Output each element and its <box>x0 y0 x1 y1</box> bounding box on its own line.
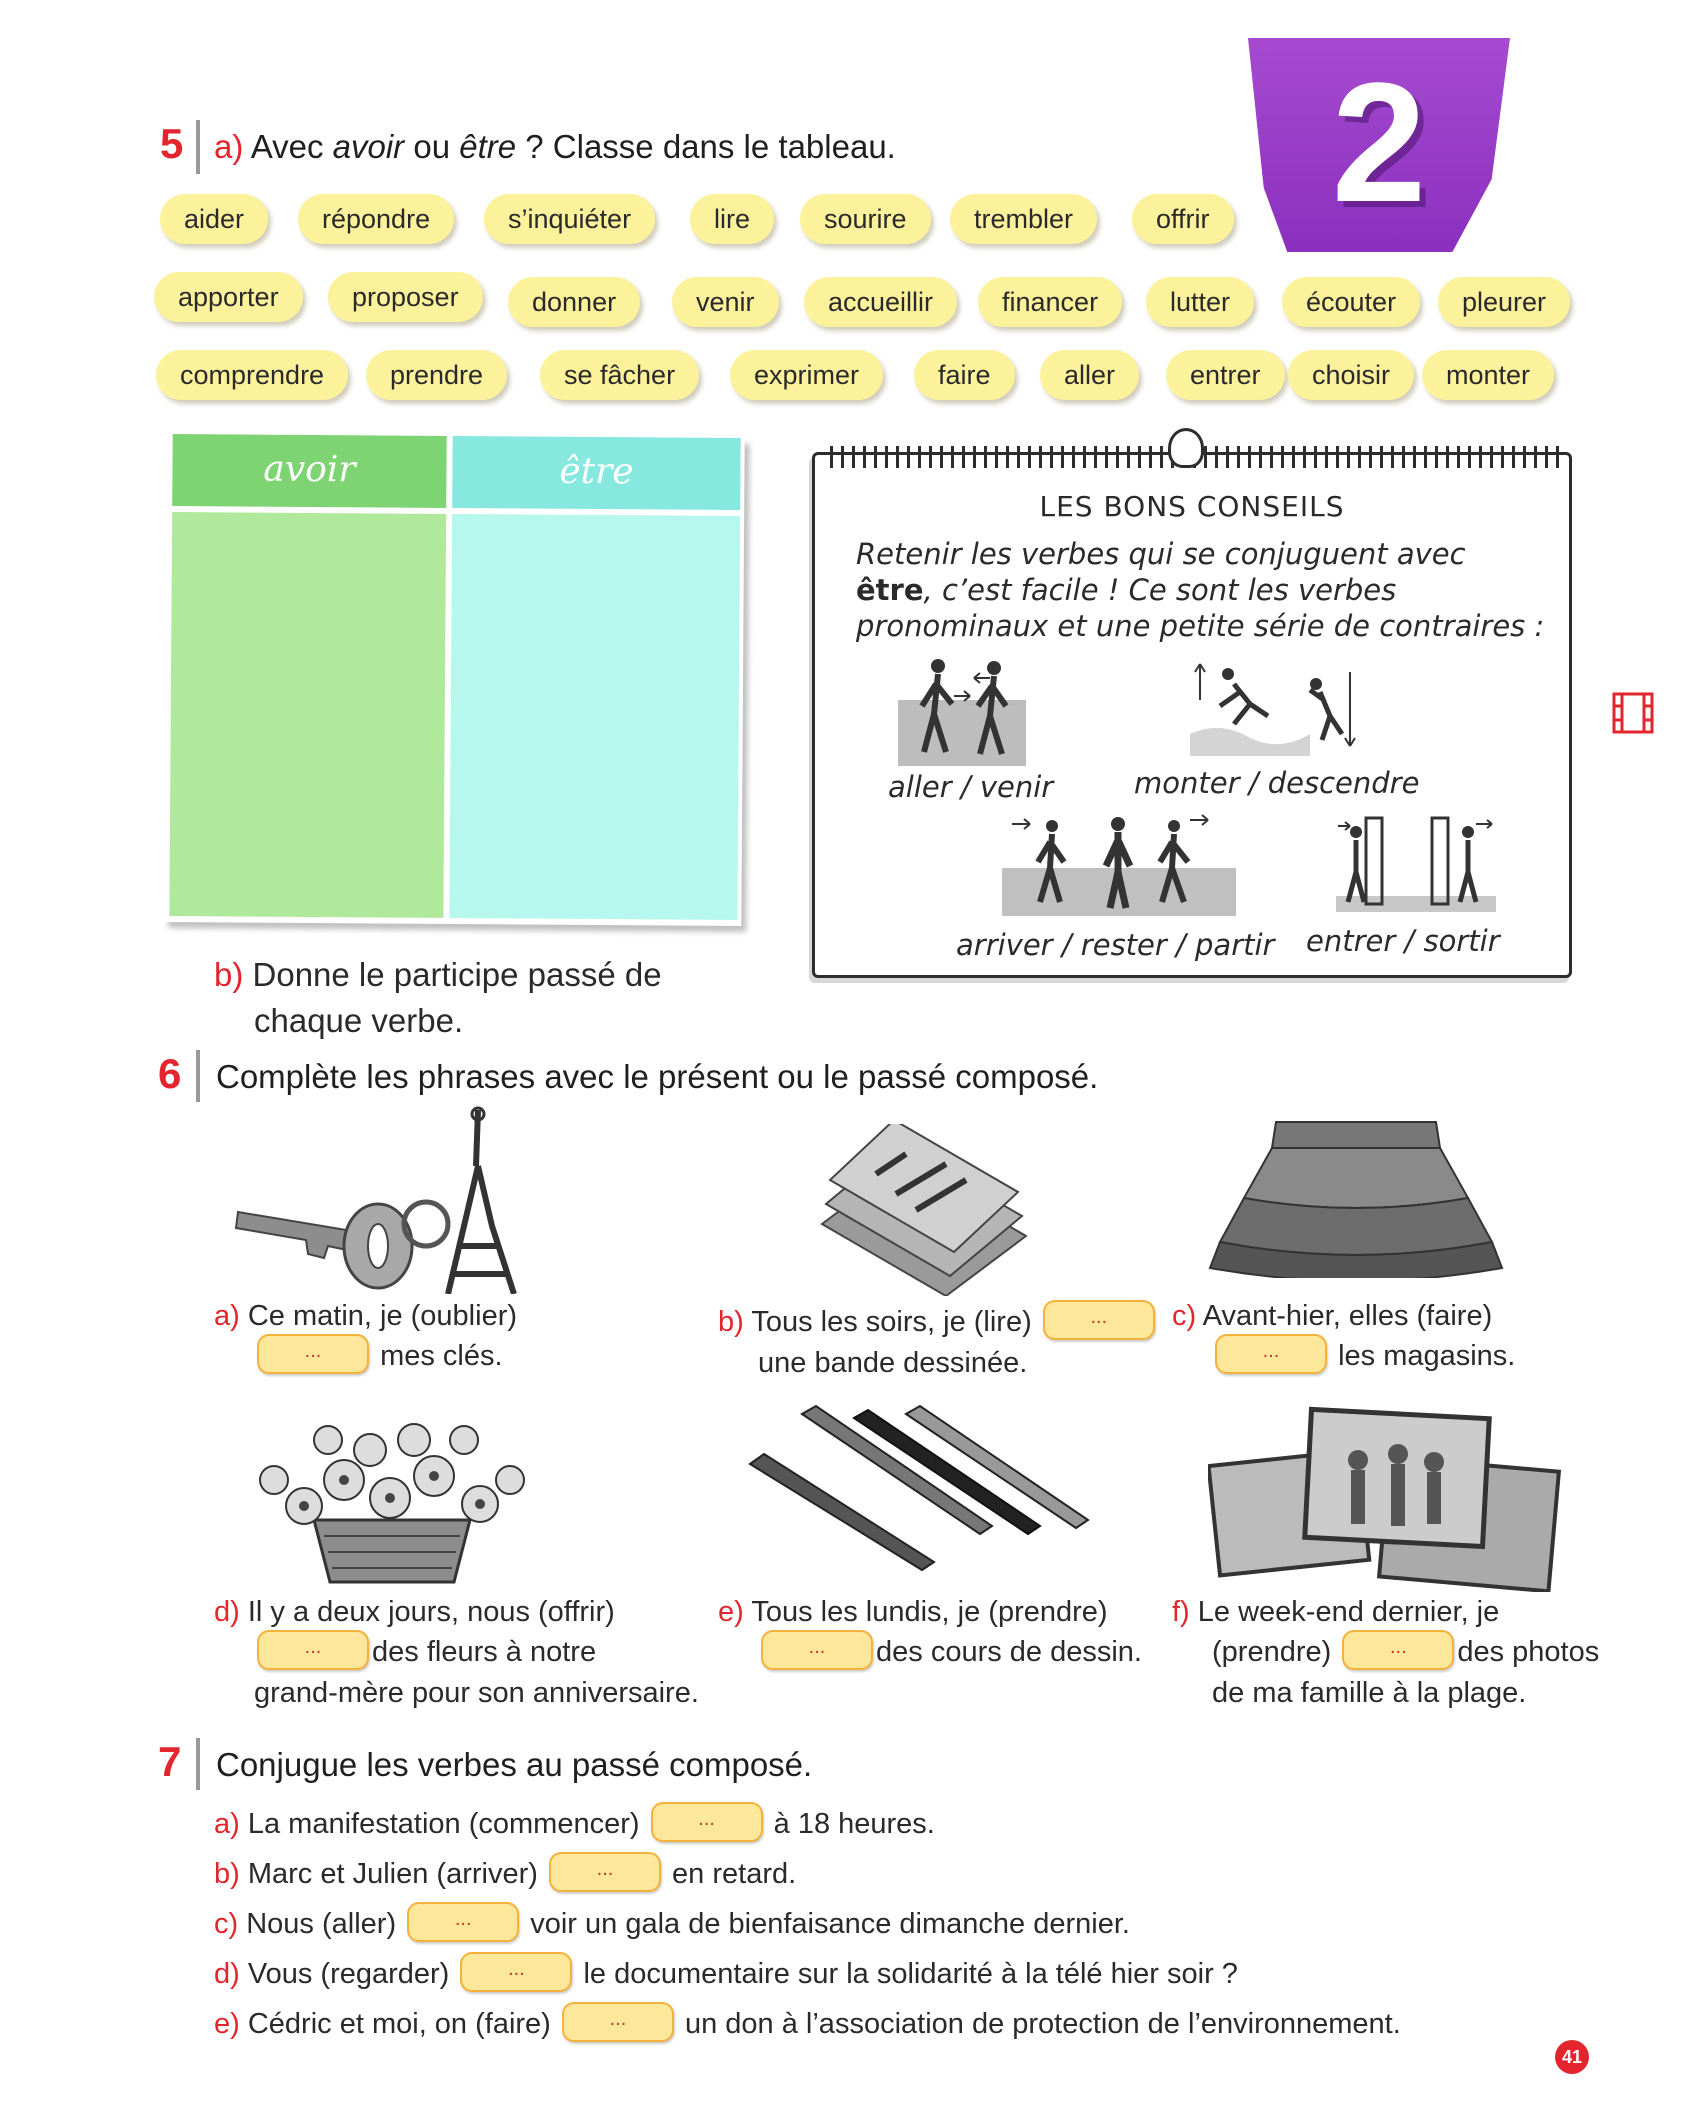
family-photos-illustration <box>1208 1404 1564 1592</box>
word-pill: prendre <box>366 350 507 400</box>
exercise-7e: e) Cédric et moi, on (faire) ... un don à l’association de protection de l’environnement. <box>214 2004 1401 2045</box>
entrer-sortir-illustration <box>1336 812 1496 912</box>
word-pill: accueillir <box>804 277 957 327</box>
word-pill: offrir <box>1132 194 1234 244</box>
word-pill: s’inquiéter <box>484 194 655 244</box>
aller-venir-illustration <box>898 656 1026 766</box>
exercise-7c: c) Nous (aller) ... voir un gala de bienfaisance dimanche dernier. <box>214 1904 1130 1945</box>
avoir-etre-table <box>163 434 744 926</box>
monter-descendre-illustration <box>1190 660 1364 756</box>
exercise-6-title: Complète les phrases avec le présent ou le passé composé. <box>216 1058 1099 1095</box>
answer-blank[interactable]: ... <box>1215 1334 1327 1374</box>
answer-blank[interactable]: ... <box>549 1852 661 1892</box>
exercise-7b: b) Marc et Julien (arriver) ... en retard. <box>214 1854 796 1895</box>
answer-blank[interactable]: ... <box>562 2002 674 2042</box>
exercise-divider <box>196 1050 200 1102</box>
pencils-illustration <box>746 1404 1090 1578</box>
table-header-etre: être <box>452 436 740 510</box>
word-pill: lutter <box>1146 277 1254 327</box>
flower-basket-illustration <box>244 1410 540 1586</box>
word-pill: monter <box>1422 350 1554 400</box>
answer-blank[interactable]: ... <box>257 1334 369 1374</box>
caption-arriver-rester-partir: arriver / rester / partir <box>956 928 1275 962</box>
exercise-5b: b) Donne le participe passé de chaque verbe. <box>214 956 662 1039</box>
exercise-6c: c) Avant-hier, elles (faire) ... les magasins. <box>1172 1296 1515 1377</box>
word-pill: comprendre <box>156 350 348 400</box>
word-pill: lire <box>690 194 774 244</box>
answer-blank[interactable]: ... <box>407 1902 519 1942</box>
exercise-5-title: a) Avec avoir ou être ? Classe dans le tableau. <box>214 128 896 165</box>
caption-entrer-sortir: entrer / sortir <box>1306 924 1500 958</box>
word-pill: financer <box>978 277 1122 327</box>
calendar-hook-icon <box>1168 428 1204 468</box>
word-pill: écouter <box>1282 277 1420 327</box>
exercise-7-number: 7 <box>158 1738 182 1785</box>
caption-aller-venir: aller / venir <box>888 770 1054 804</box>
comic-books-illustration <box>816 1124 1032 1296</box>
exercise-6-number: 6 <box>158 1050 182 1097</box>
exercise-7-title: Conjugue les verbes au passé composé. <box>216 1746 813 1783</box>
exercise-divider <box>196 120 200 174</box>
word-pill: pleurer <box>1438 277 1570 327</box>
answer-blank[interactable]: ... <box>1043 1300 1155 1340</box>
caption-monter-descendre: monter / descendre <box>1134 766 1420 800</box>
page-number: 41 <box>1555 2040 1589 2074</box>
table-header-avoir: avoir <box>172 434 446 508</box>
skirt-illustration <box>1206 1118 1506 1278</box>
conseils-title: LES BONS CONSEILS <box>1039 490 1345 523</box>
arriver-rester-partir-illustration <box>1002 812 1236 916</box>
word-pill: aller <box>1040 350 1139 400</box>
answer-blank[interactable]: ... <box>257 1630 369 1670</box>
word-pill: donner <box>508 277 640 327</box>
word-pill: répondre <box>298 194 454 244</box>
word-pill: entrer <box>1166 350 1285 400</box>
word-pill: proposer <box>328 272 483 322</box>
video-film-icon[interactable] <box>1612 692 1654 734</box>
exercise-6d: d) Il y a deux jours, nous (offrir) ... des fleurs à notre grand-mère pour son anniversaire. <box>214 1596 699 1710</box>
answer-blank[interactable]: ... <box>460 1952 572 1992</box>
keys-eiffel-tower-illustration <box>228 1106 540 1294</box>
answer-blank[interactable]: ... <box>1342 1630 1454 1670</box>
word-pill: aider <box>160 194 268 244</box>
word-pill: venir <box>672 277 779 327</box>
conseils-text: Retenir les verbes qui se conjuguent avec être, c’est facile ! Ce sont les verbes pronominaux et une petite série de contraires : <box>856 537 1545 643</box>
exercise-5-number: 5 <box>160 120 184 167</box>
table-column-etre[interactable] <box>449 514 740 920</box>
word-pill: faire <box>914 350 1015 400</box>
exercise-6a: a) Ce matin, je (oublier) ... mes clés. <box>214 1296 517 1377</box>
word-pill: trembler <box>950 194 1097 244</box>
word-pill: se fâcher <box>540 350 699 400</box>
unit-number: 2 <box>1331 48 1427 238</box>
exercise-divider <box>196 1738 200 1790</box>
exercise-7a: a) La manifestation (commencer) ... à 18 heures. <box>214 1804 935 1845</box>
answer-blank[interactable]: ... <box>651 1802 763 1842</box>
word-pill: sourire <box>800 194 931 244</box>
word-pill: choisir <box>1288 350 1414 400</box>
exercise-7d: d) Vous (regarder) ... le documentaire sur la solidarité à la télé hier soir ? <box>214 1954 1238 1995</box>
exercise-6e: e) Tous les lundis, je (prendre) ... des cours de dessin. <box>718 1592 1142 1673</box>
answer-blank[interactable]: ... <box>761 1630 873 1670</box>
word-pill: exprimer <box>730 350 883 400</box>
table-column-avoir[interactable] <box>169 512 446 918</box>
exercise-6b: b) Tous les soirs, je (lire) ... une bande dessinée. <box>718 1302 1158 1383</box>
word-pill: apporter <box>154 272 303 322</box>
exercise-6f: f) Le week-end dernier, je (prendre) ... des photos de ma famille à la plage. <box>1172 1596 1600 1710</box>
